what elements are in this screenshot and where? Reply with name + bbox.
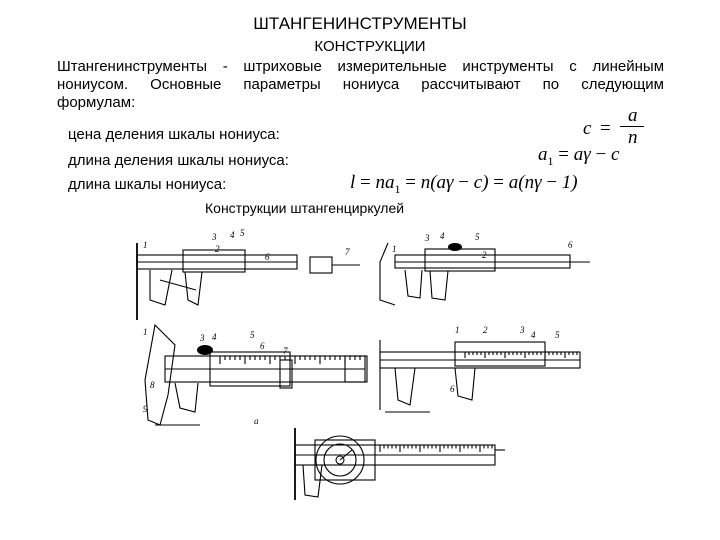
caliper-drawing-2 xyxy=(380,231,590,305)
page-title: ШТАНГЕНИНСТРУМЕНТЫ xyxy=(253,14,467,33)
intro-line-1: Штангенинструменты - штриховые измерительные инструменты с линейным xyxy=(57,58,664,75)
svg-text:7: 7 xyxy=(283,346,288,356)
caliper-drawing-4 xyxy=(380,325,580,412)
page-subtitle: КОНСТРУКЦИИ xyxy=(314,38,426,55)
svg-text:1: 1 xyxy=(143,327,148,337)
svg-text:2: 2 xyxy=(483,325,488,335)
formula-vernier-scale-length: $l = na_1 = n(a\gamma - c) = a(n\gamma - 1)$ xyxy=(350,172,578,196)
intro-line-3: формулам: xyxy=(57,94,136,111)
svg-text:6: 6 xyxy=(568,240,573,250)
formula-label-vernier-division-length: длина деления шкалы нониуса: xyxy=(68,152,289,169)
scale-ticks-5 xyxy=(380,445,492,452)
svg-text:6: 6 xyxy=(260,341,265,351)
formula-vernier-value: c = a n xyxy=(583,107,663,147)
formula-vernier-division-length: $a_1 = a\gamma - c$ xyxy=(538,144,620,168)
svg-text:5: 5 xyxy=(240,228,245,238)
svg-text:8: 8 xyxy=(150,380,155,390)
svg-text:5: 5 xyxy=(250,330,255,340)
svg-text:1: 1 xyxy=(392,244,397,254)
svg-text:5: 5 xyxy=(555,330,560,340)
svg-text:4: 4 xyxy=(212,332,217,342)
svg-text:6: 6 xyxy=(450,384,455,394)
figure-caption: Конструкции штангенциркулей xyxy=(205,200,405,216)
svg-text:4: 4 xyxy=(230,230,235,240)
svg-text:3: 3 xyxy=(212,232,217,242)
svg-text:1: 1 xyxy=(455,325,460,335)
formula-label-vernier-scale-length: длина шкалы нониуса: xyxy=(68,176,227,193)
svg-text:6: 6 xyxy=(265,252,270,262)
svg-text:4: 4 xyxy=(531,330,536,340)
svg-text:7: 7 xyxy=(345,247,350,257)
caliper-drawing-1 xyxy=(137,228,360,320)
svg-text:4: 4 xyxy=(440,231,445,241)
dial-caliper-drawing xyxy=(295,428,505,500)
svg-text:3: 3 xyxy=(200,333,205,343)
svg-text:5: 5 xyxy=(475,232,480,242)
formula-label-vernier-value: цена деления шкалы нониуса: xyxy=(68,126,280,143)
scale-ticks-4 xyxy=(465,352,577,358)
svg-text:3: 3 xyxy=(425,233,430,243)
svg-text:9: 9 xyxy=(143,404,148,414)
svg-text:1: 1 xyxy=(143,240,148,250)
svg-text:3: 3 xyxy=(520,325,525,335)
caliper-drawing-3 xyxy=(143,325,367,426)
intro-line-2: нониусом. Основные параметры нониуса рассчитывают по следующим xyxy=(57,76,664,93)
svg-text:а: а xyxy=(254,416,259,426)
svg-text:2: 2 xyxy=(215,244,220,254)
svg-text:2: 2 xyxy=(482,250,487,260)
